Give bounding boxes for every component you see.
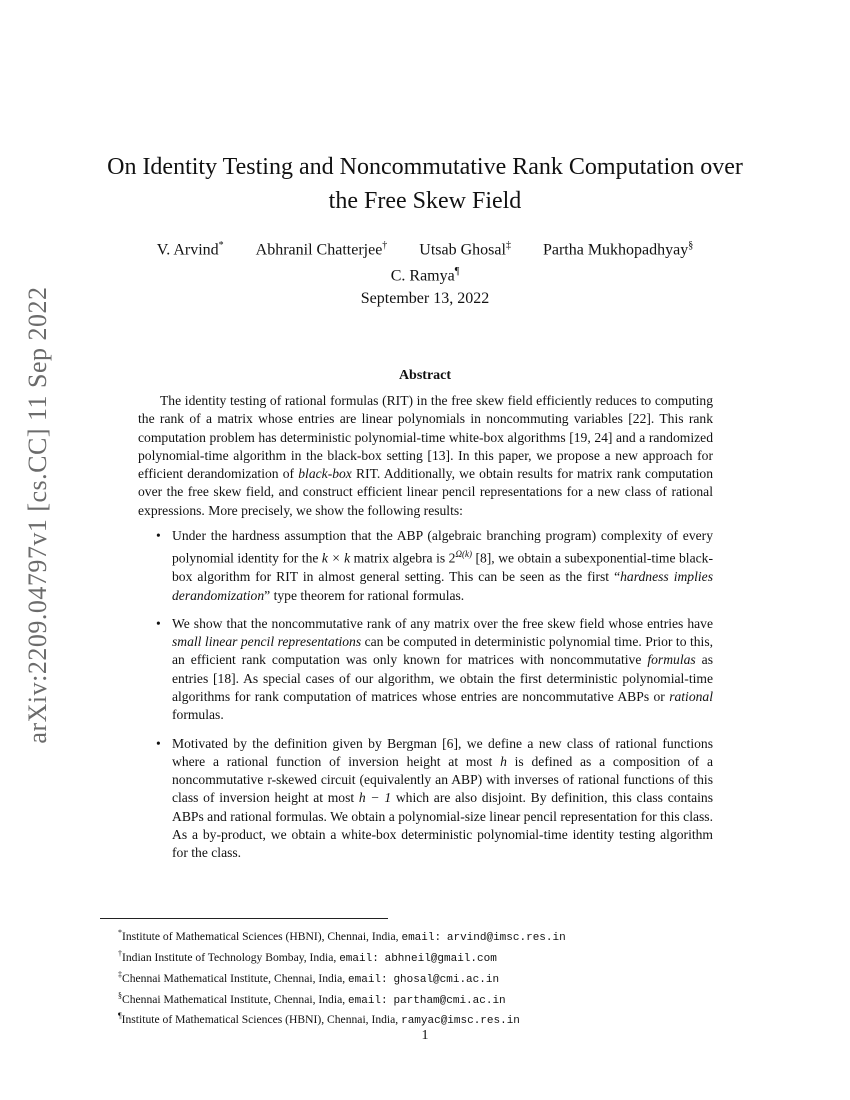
publication-date: September 13, 2022 — [360, 290, 490, 307]
result-item: • Under the hardness assumption that the ABP (algebraic branching program) complexity of every polynomial identity for the k × k matrix algebra is $2^{\Omega(k)}$ [8], we obtain a subexponential-time black-box algorithm for RIT in almost general setting. This can be seen as the first “hardness implies derandomization” type theorem for rational formulas. — [156, 528, 713, 603]
results-list — [138, 527, 713, 863]
footnote: ¶Institute of Mathematical Sciences (HBNI), Chennai, India, ramyac@imsc.res.in — [118, 1011, 520, 1028]
email-link[interactable]: arvind@imsc.res.in — [446, 931, 566, 944]
bullet-icon: • — [156, 615, 161, 631]
author: Utsab Ghosal‡ — [419, 240, 511, 259]
email-link[interactable]: abhneil@gmail.com — [384, 952, 497, 965]
page-number: 1 — [421, 1028, 429, 1043]
author-row-2 — [110, 261, 740, 287]
author-row-1 — [110, 235, 740, 261]
bullet-icon: • — [156, 528, 161, 544]
footnotes — [100, 918, 750, 1029]
title-line-1: On Identity Testing and Noncommutative Rank Computation over — [107, 154, 743, 180]
arxiv-sidebar — [8, 265, 68, 765]
email-link[interactable]: ghosal@cmi.ac.in — [393, 973, 500, 986]
footnote: ‡Chennai Mathematical Institute, Chennai, India, email: ghosal@cmi.ac.in — [118, 969, 500, 986]
footnote: †Indian Institute of Technology Bombay, India, email: abhneil@gmail.com — [118, 948, 497, 965]
email-link[interactable]: partham@cmi.ac.in — [393, 994, 506, 1007]
author: Partha Mukhopadhyay§ — [542, 240, 694, 259]
author: V. Arvind* — [156, 240, 224, 259]
author: Abhranil Chatterjee† — [255, 240, 388, 259]
author: C. Ramya¶ — [390, 266, 460, 285]
arxiv-identifier: arXiv:2209.04797v1 [cs.CC] 11 Sep 2022 — [23, 286, 52, 744]
paper-title — [90, 150, 760, 218]
result-item: • Motivated by the definition given by Bergman [6], we define a new class of rational functions where a rational function of inversion height at most h is defined as a composition of a noncommutative r-skewed circuit (equivalently an ABP) with inverses of rational functions of this class of inversion height at most h − 1 which are also disjoint. By definition, this class contains ABPs and rational formulas. We obtain a polynomial-size linear pencil representation for this class. As a by-product, we obtain a white-box deterministic polynomial-time identity testing algorithm for the class. — [156, 735, 713, 861]
bullet-icon: • — [156, 735, 161, 751]
abstract-heading: Abstract — [398, 368, 452, 383]
abstract-body — [138, 392, 713, 873]
abstract-paragraph: The identity testing of rational formulas (RIT) in the free skew field efficiently reduces to computing the rank of a matrix whose entries are linear polynomials in noncommuting variables [22]. This rank computation problem has deterministic polynomial-time white-box algorithms [19, 24] and a randomized polynomial-time algorithm in the black-box setting [13]. In this paper, we propose a new approach for efficient derandomization of black-box RIT. Additionally, we obtain results for matrix rank computation over the free skew field, and construct efficient linear pencil representations for a new class of rational expressions. More precisely, we show the following results: — [138, 393, 713, 518]
email-link[interactable]: ramyac@imsc.res.in — [401, 1015, 520, 1028]
footnote: §Chennai Mathematical Institute, Chennai, India, email: partham@cmi.ac.in — [118, 990, 506, 1007]
author-list — [110, 235, 740, 288]
footnote-divider — [100, 918, 388, 919]
result-item: • We show that the noncommutative rank of any matrix over the free skew field whose entries have small linear pencil representations can be computed in deterministic polynomial time. Prior to this, an efficient rank computation was only known for matrices with noncommutative formulas as entries [18]. As special cases of our algorithm, we obtain the first deterministic polynomial-time algorithms for rank computation of matrices whose entries are noncommutative ABPs or rational formulas. — [156, 615, 714, 723]
title-line-2: the Free Skew Field — [328, 188, 522, 214]
footnote: *Institute of Mathematical Sciences (HBNI), Chennai, India, email: arvind@imsc.res.in — [118, 928, 566, 944]
